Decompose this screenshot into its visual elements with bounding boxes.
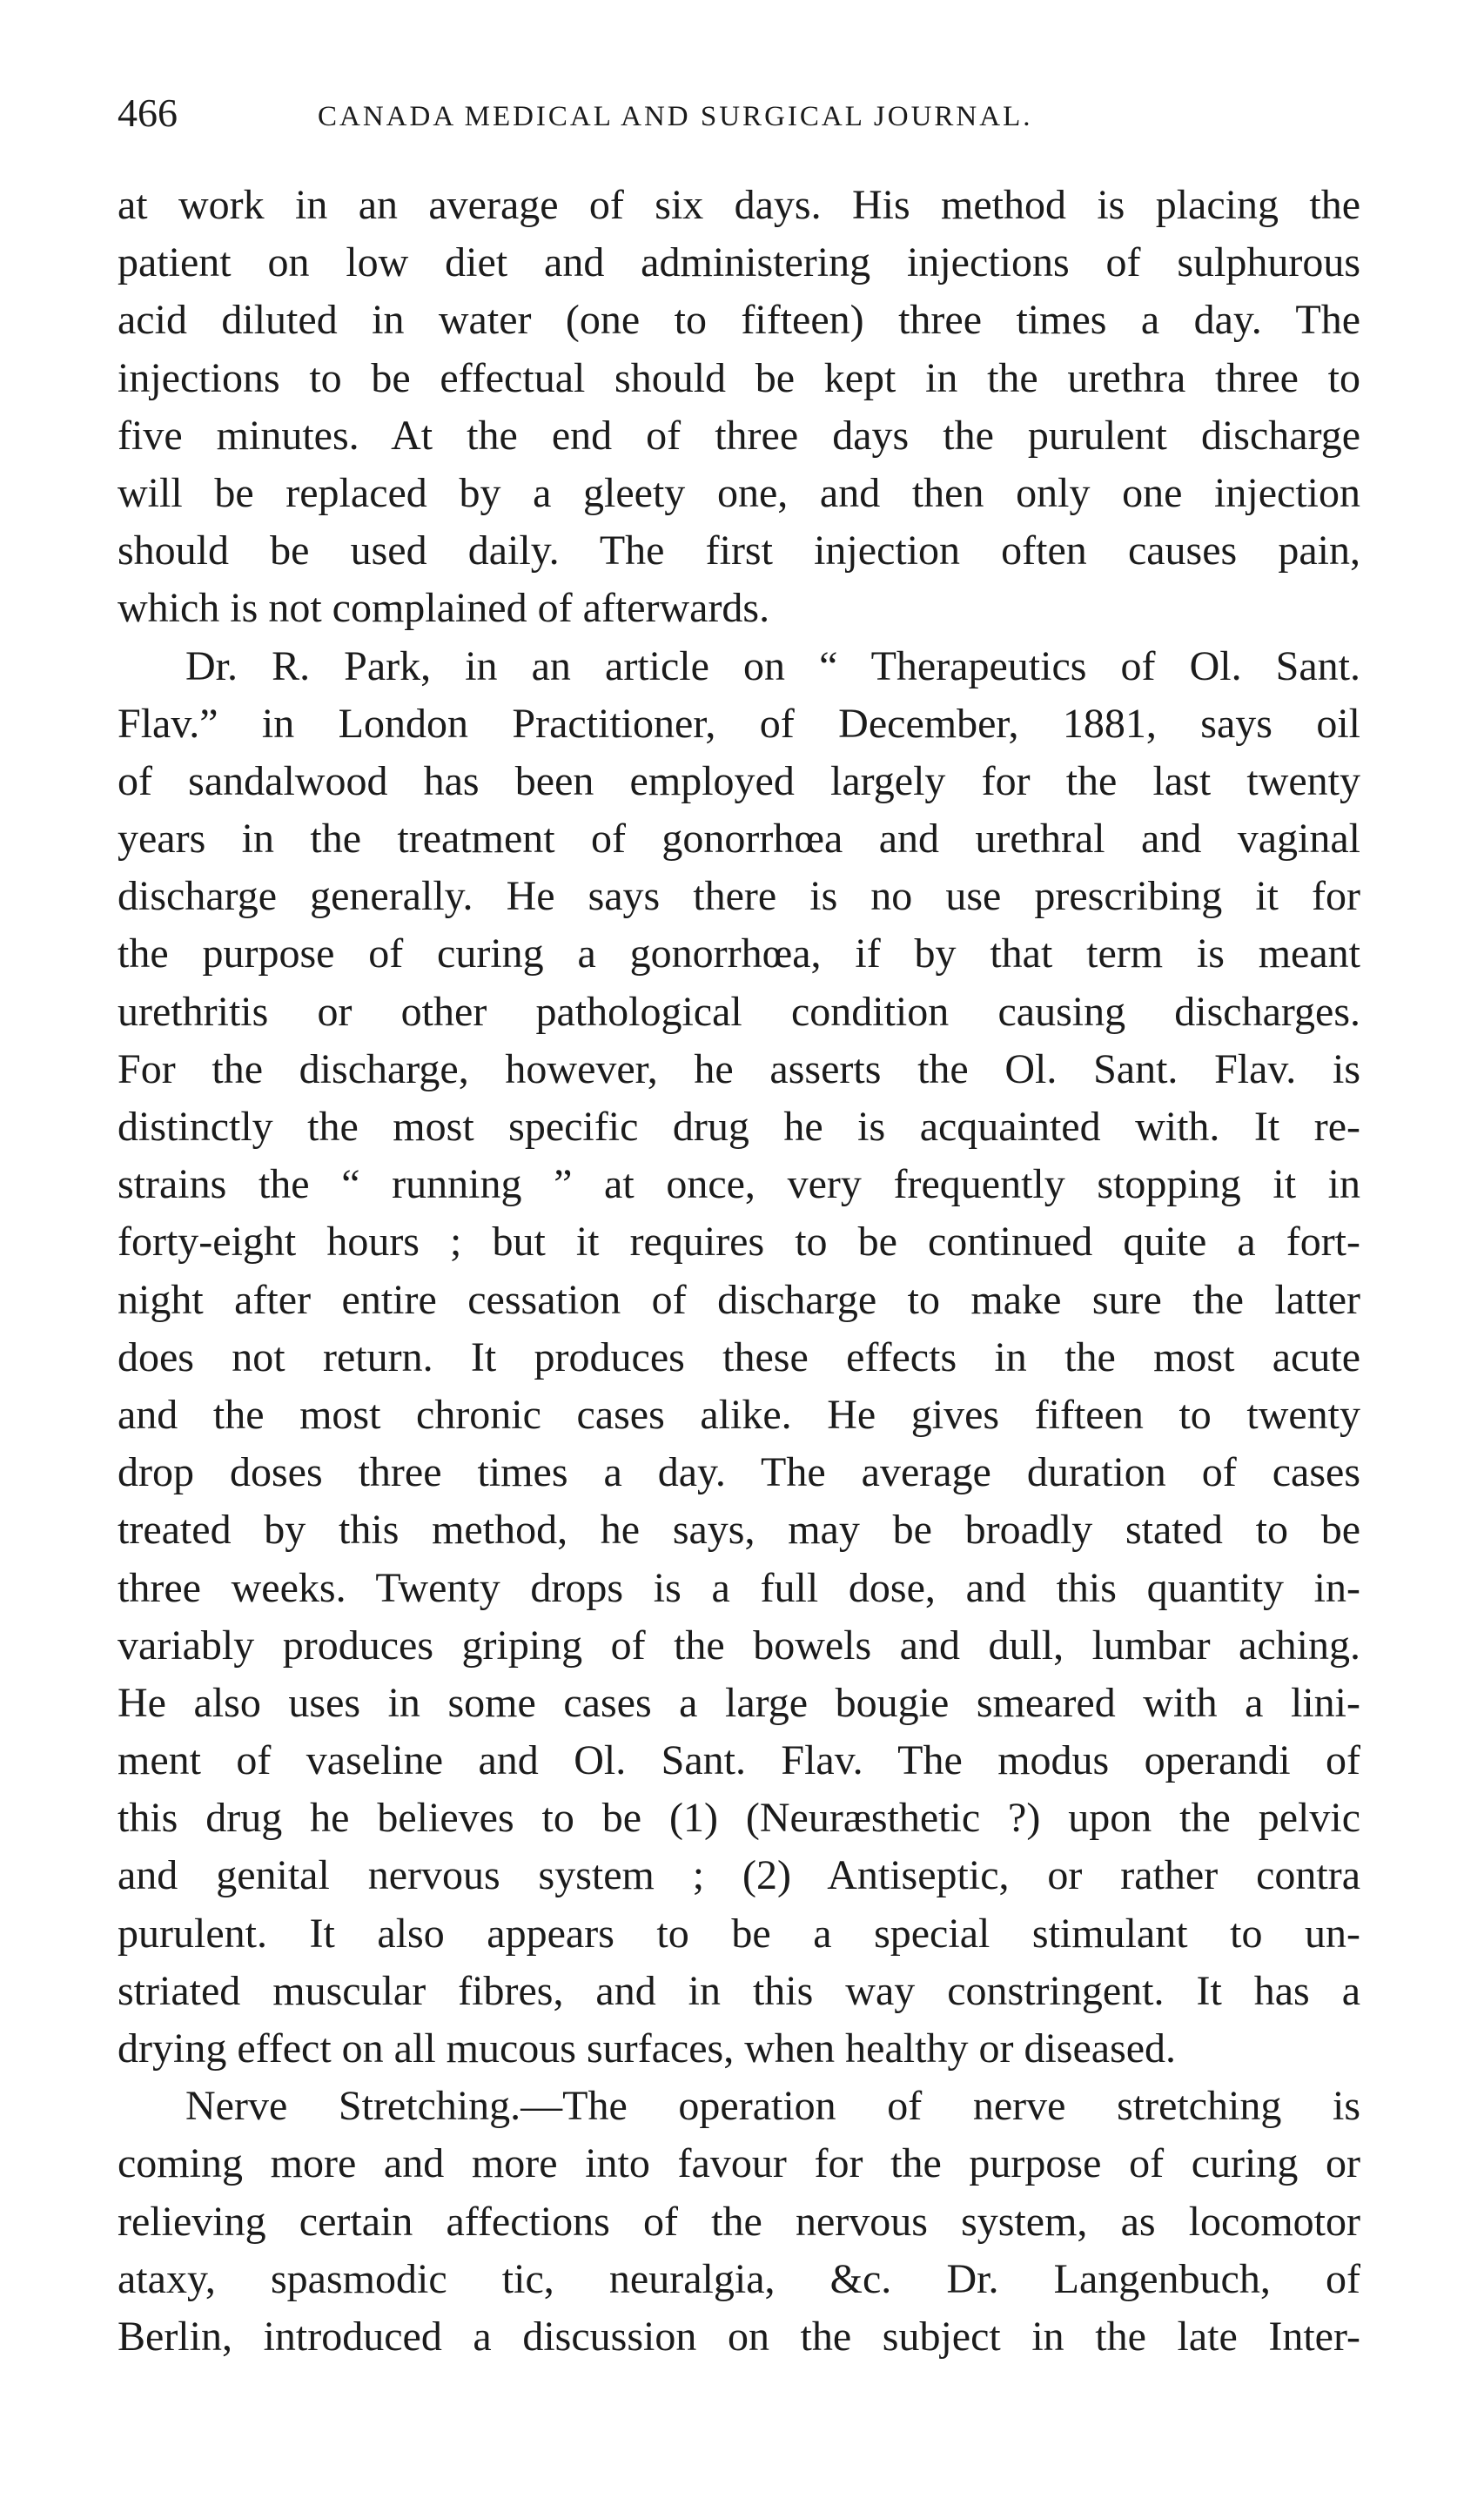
text-line: strains the “ running ” at once, very frequently stopping it in [118,1161,1360,1208]
text-line: injections to be effectual should be kept in the urethra three to [118,354,1360,401]
running-title: CANADA MEDICAL AND SURGICAL JOURNAL. [318,101,1033,132]
text-line: Flav.” in London Practitioner, of December, 1881, says oil [118,700,1360,747]
text-line: variably produces griping of the bowels and dull, lumbar aching. [118,1622,1360,1669]
text-line: acid diluted in water (one to fifteen) three times a day. The [118,297,1360,344]
text-line: which is not complained of afterwards. [118,585,770,632]
text-line: discharge generally. He says there is no use prescribing it for [118,873,1360,920]
page-number: 466 [118,91,178,135]
text-line: patient on low diet and administering injections of sulphurous [118,239,1360,286]
text-line: drop doses three times a day. The average duration of cases [118,1449,1360,1496]
text-line: three weeks. Twenty drops is a full dose, and this quantity in- [118,1564,1360,1611]
text-line: urethritis or other pathological condition causing discharges. [118,988,1360,1035]
text-line: forty-eight hours ; but it requires to be continued quite a fort- [118,1219,1360,1266]
text-line: will be replaced by a gleety one, and then only one injection [118,469,1360,516]
text-line: distinctly the most specific drug he is acquainted with. It re- [118,1104,1360,1150]
text-line: Berlin, introduced a discussion on the subject in the late Inter- [118,2313,1360,2360]
text-line: of sandalwood has been employed largely for the last twenty [118,757,1360,804]
text-line: this drug he believes to be (1) (Neuræsthetic ?) upon the pelvic [118,1795,1360,1842]
text-line: ataxy, spasmodic tic, neuralgia, &c. Dr. Langenbuch, of [118,2255,1360,2302]
text-line: For the discharge, however, he asserts the Ol. Sant. Flav. is [118,1045,1360,1092]
text-line: and genital nervous system ; (2) Antiseptic, or rather contra [118,1852,1360,1899]
text-line: at work in an average of six days. His method is placing the [118,182,1360,228]
article-body [118,177,1360,2366]
text-line: Dr. R. Park, in an article on “ Therapeutics of Ol. Sant. [185,642,1360,689]
text-line: treated by this method, he says, may be broadly stated to be [118,1507,1360,1554]
text-line: five minutes. At the end of three days the purulent discharge [118,412,1360,459]
text-line: striated muscular fibres, and in this way constringent. It has a [118,1967,1360,2014]
text-line: He also uses in some cases a large bougie smeared with a lini- [118,1679,1360,1726]
text-line: relieving certain affections of the nervous system, as locomotor [118,2198,1360,2245]
text-line: years in the treatment of gonorrhœa and urethral and vaginal [118,816,1360,863]
text-line: coming more and more into favour for the purpose of curing or [118,2140,1360,2187]
text-line: does not return. It produces these effects in the most acute [118,1333,1360,1380]
text-line: night after entire cessation of discharge to make sure the latter [118,1276,1360,1323]
text-line: drying effect on all mucous surfaces, when healthy or diseased. [118,2025,1177,2072]
text-line: ment of vaseline and Ol. Sant. Flav. The modus operandi of [118,1737,1360,1784]
text-line: and the most chronic cases alike. He gives fifteen to twenty [118,1391,1360,1438]
page-header [118,87,1380,139]
text-line: Nerve Stretching.—The operation of nerve stretching is [185,2083,1360,2130]
text-line: the purpose of curing a gonorrhœa, if by that term is meant [118,930,1360,977]
text-line: should be used daily. The first injection often causes pain, [118,527,1360,574]
text-line: purulent. It also appears to be a special stimulant to un- [118,1910,1360,1957]
